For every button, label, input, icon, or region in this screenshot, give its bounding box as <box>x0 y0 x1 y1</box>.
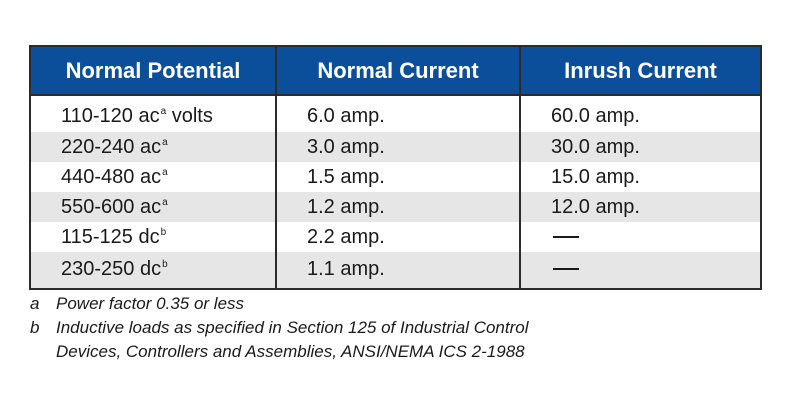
footnote-text: Devices, Controllers and Assemblies, ANSI/NEMA ICS 2-1988 <box>56 342 525 361</box>
cell-potential: 115-125 $dc^b$ <box>61 225 167 248</box>
cell-inrush-current <box>520 222 760 252</box>
footnote-marker: a <box>162 166 168 178</box>
cell-potential: 550-600 $ac^a$ <box>31 192 276 222</box>
footnote-marker: b <box>162 258 168 270</box>
header-inrush-current: Inrush Current <box>520 47 760 95</box>
em-dash <box>553 268 579 270</box>
header-row <box>31 47 760 95</box>
cell-normal-current: 3.0 amp. <box>276 132 520 162</box>
header-normal-current: Normal Current <box>276 47 520 95</box>
cell-inrush-current: 12.0 amp. <box>520 192 760 222</box>
cell-normal-current: 2.2 amp. <box>276 222 520 252</box>
footnote-text: Power factor 0.35 or less <box>56 294 245 313</box>
table-row <box>31 252 760 288</box>
footnote-line <box>30 340 770 364</box>
cell-normal-current: 6.0 amp. <box>276 95 520 132</box>
cell-potential: 440-480 $ac^a$ <box>61 165 168 188</box>
cell-inrush-current: 15.0 amp. <box>520 162 760 192</box>
footnotes <box>30 292 770 364</box>
table-row <box>31 162 760 192</box>
footnote-line <box>30 316 770 340</box>
header-normal-potential: Normal Potential <box>31 47 276 95</box>
table-row <box>31 192 760 222</box>
cell-normal-current: 1.2 amp. <box>276 192 520 222</box>
footnote-marker: b <box>160 226 167 238</box>
footnote-text: Inductive loads as specified in Section 125 of Industrial Control <box>56 318 529 337</box>
current-table <box>29 45 762 290</box>
table-row <box>31 222 760 252</box>
cell-inrush-current <box>520 252 760 288</box>
cell-potential: 110-120 $ac^a$ volts <box>61 104 213 127</box>
footnote-marker: a <box>162 136 168 148</box>
table-row <box>31 95 760 132</box>
cell-inrush-current: 60.0 amp. <box>520 95 760 132</box>
table-row <box>31 132 760 162</box>
cell-normal-current: 1.5 amp. <box>276 162 520 192</box>
footnote-letter: a <box>30 294 40 313</box>
data-table <box>31 47 760 288</box>
footnote-line <box>30 292 770 316</box>
footnote-letter <box>30 340 56 364</box>
cell-potential: 220-240 $ac^a$ <box>31 132 276 162</box>
footnote-marker: a <box>160 105 167 117</box>
cell-normal-current: 1.1 amp. <box>276 252 520 288</box>
footnote-letter: b <box>30 318 40 337</box>
footnote-marker: a <box>162 196 168 208</box>
cell-potential: 230-250 $dc^b$ <box>31 252 276 288</box>
em-dash <box>553 236 579 238</box>
cell-inrush-current: 30.0 amp. <box>520 132 760 162</box>
